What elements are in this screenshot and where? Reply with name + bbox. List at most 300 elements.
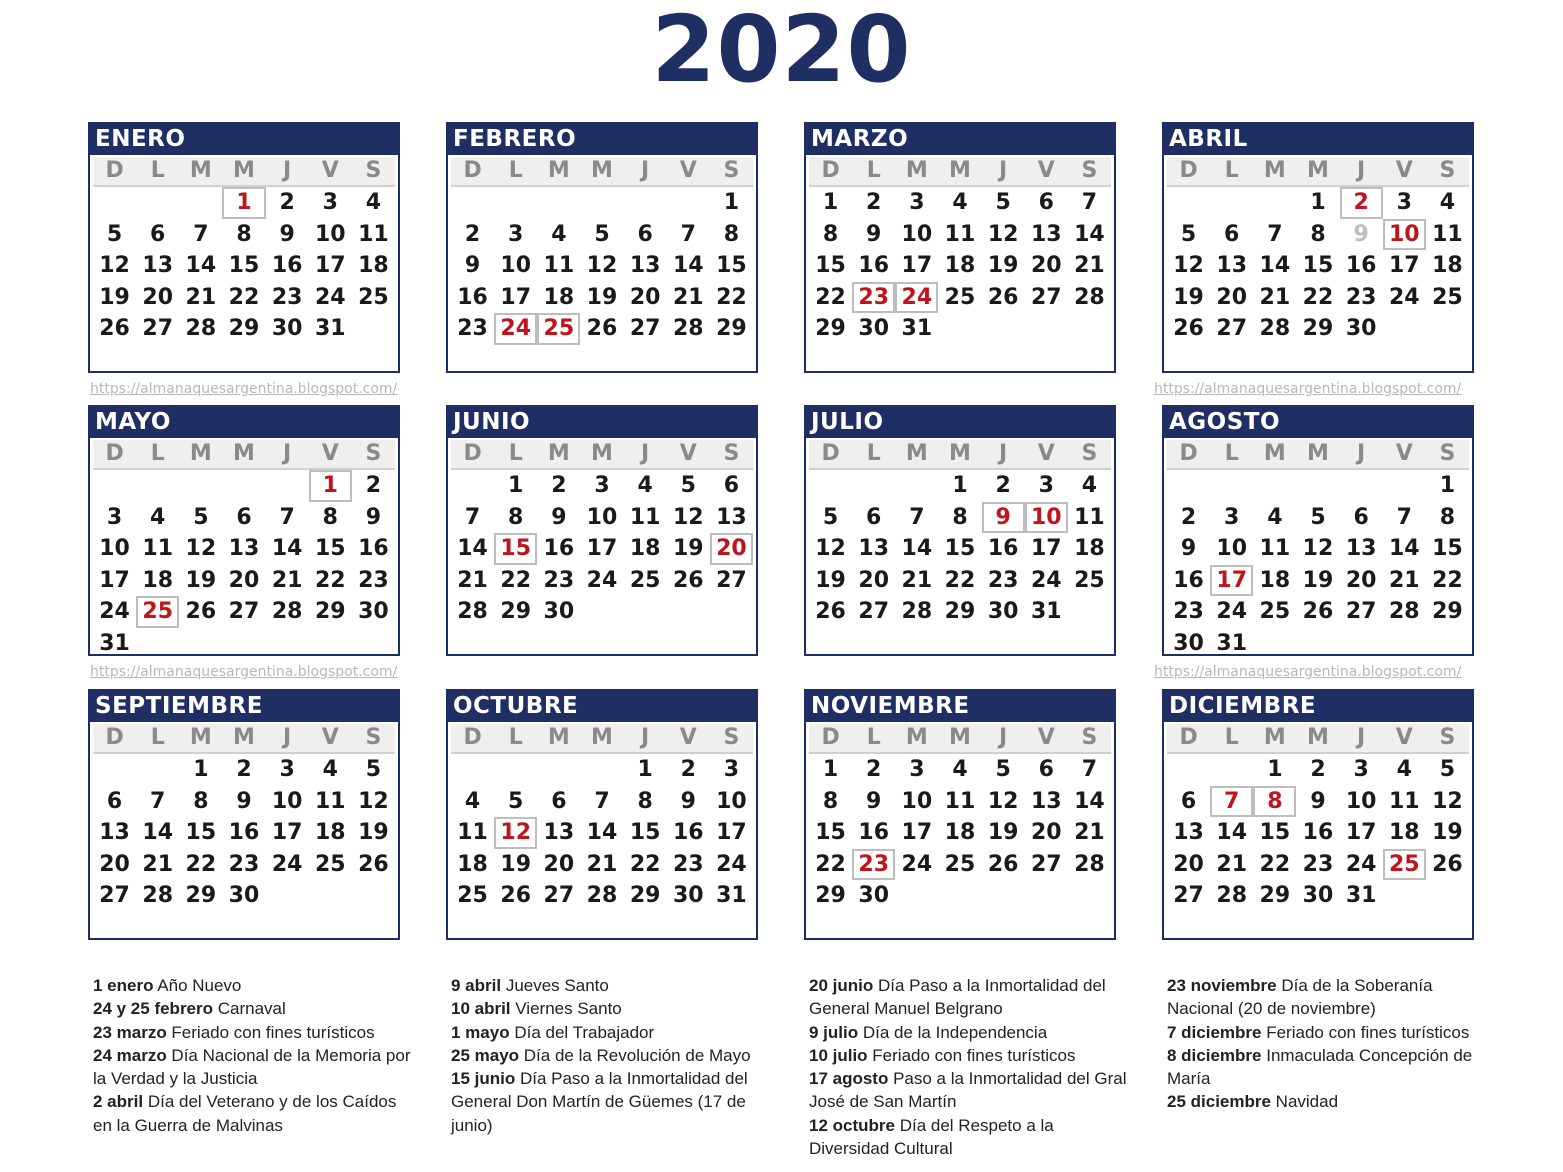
day-cell: 10 (586, 504, 618, 530)
day-cell: 8 (822, 788, 839, 814)
day-cell: 16 (1345, 253, 1377, 278)
weekday-header (809, 440, 1111, 470)
weekday-label: V (321, 158, 339, 183)
day-cell: 28 (271, 599, 303, 624)
day-cell: 6 (866, 504, 882, 530)
day-cell: 15 (1259, 820, 1291, 845)
day-cell: 25 (358, 284, 389, 310)
month-name: JULIO (806, 407, 1114, 438)
day-cell: 13 (142, 253, 174, 278)
holiday-date: 9 abril (451, 976, 502, 995)
day-cell: 8 (236, 221, 252, 247)
day-cell: 11 (1259, 536, 1291, 561)
weekday-label: M (233, 441, 255, 466)
holiday-description: Carnaval (213, 999, 286, 1019)
day-cell: 16 (858, 253, 890, 278)
day-cell: 3 (1224, 504, 1240, 530)
day-cell: 9 (1353, 221, 1369, 247)
day-cell: 31 (314, 316, 346, 341)
day-cell: 20 (1345, 567, 1377, 593)
weekday-label: L (508, 441, 523, 466)
day-cell: 15 (1302, 253, 1334, 278)
holiday-description: Viernes Santo (510, 999, 622, 1019)
day-cell: 18 (543, 284, 575, 310)
holiday-date: 8 diciembre (1167, 1045, 1262, 1065)
day-cell: 17 (586, 536, 618, 561)
day-cell: 2 (866, 190, 882, 215)
day-cell: 10 (716, 788, 747, 814)
day-cell: 9 (464, 253, 481, 278)
day-cell: 3 (1396, 190, 1412, 215)
month-octubre (446, 689, 758, 940)
weekday-label: M (233, 725, 255, 750)
holiday-day: 17 (1210, 565, 1253, 597)
day-cell: 7 (279, 504, 295, 530)
holiday-date: 24 marzo (93, 1045, 167, 1065)
day-cell: 22 (629, 851, 661, 877)
day-cell: 12 (987, 221, 1019, 247)
month-abril (1162, 122, 1474, 373)
weekday-header (93, 724, 395, 754)
holiday-day: 7 (1210, 786, 1253, 818)
weekday-label: V (679, 725, 697, 750)
holiday-note (809, 1021, 1129, 1044)
day-cell: 27 (543, 883, 575, 908)
weekday-label: J (999, 158, 1008, 183)
day-cell: 22 (500, 567, 532, 593)
day-cell: 16 (358, 536, 389, 561)
day-cell: 9 (551, 504, 567, 530)
year-title: 2020 (651, 0, 912, 103)
day-cell: 20 (1173, 851, 1204, 877)
day-cell: 25 (944, 851, 976, 877)
day-cell: 27 (629, 316, 661, 341)
day-cell: 25 (1074, 567, 1105, 593)
empty-cell (1210, 470, 1253, 502)
day-cell: 30 (987, 599, 1019, 624)
day-cell: 5 (193, 504, 209, 530)
day-cell: 4 (1081, 473, 1098, 498)
day-cell: 27 (716, 567, 747, 593)
month-name: NOVIEMBRE (806, 691, 1114, 722)
blog-url-link[interactable]: https://almanaquesargentina.blogspot.com/ (90, 381, 398, 397)
holiday-note (451, 1067, 771, 1137)
holiday-notes-column (451, 974, 771, 1137)
empty-cell (266, 470, 309, 502)
holiday-description: Día del Veterano y de los Caídos en la Guerra de Malvinas (93, 1092, 397, 1135)
weekday-label: L (1224, 725, 1239, 750)
weekday-label: L (150, 441, 165, 466)
day-cell: 30 (858, 316, 890, 341)
month-enero (88, 122, 400, 373)
holiday-day: 23 (852, 849, 895, 881)
day-cell: 14 (586, 820, 618, 845)
weekday-label: V (1395, 725, 1413, 750)
day-cell: 14 (1259, 253, 1291, 278)
weekday-label: M (547, 725, 570, 750)
day-cell: 5 (365, 757, 382, 782)
day-cell: 9 (1180, 536, 1197, 561)
day-cell: 23 (228, 851, 260, 877)
weekday-header (451, 724, 753, 754)
day-cell: 14 (1216, 820, 1248, 845)
holiday-date: 7 diciembre (1167, 1022, 1262, 1042)
day-cell: 9 (236, 788, 252, 814)
day-cell: 2 (1310, 757, 1326, 782)
day-cell: 12 (1173, 253, 1204, 278)
day-cell: 24 (1216, 599, 1248, 624)
day-cell: 14 (457, 536, 488, 561)
day-cell: 26 (99, 316, 130, 341)
day-cell: 20 (1030, 253, 1062, 278)
empty-cell (222, 470, 265, 502)
day-cell: 19 (500, 851, 532, 877)
weekday-label: D (821, 441, 840, 466)
weekday-label: J (283, 441, 292, 466)
day-cell: 13 (1030, 221, 1062, 247)
day-cell: 3 (1038, 473, 1054, 498)
day-cell: 26 (672, 567, 704, 593)
day-cell: 4 (365, 190, 382, 215)
holiday-note (93, 1044, 413, 1091)
holiday-description: Día de la Independencia (858, 1022, 1048, 1042)
day-cell: 13 (716, 504, 747, 530)
day-cell: 30 (858, 883, 890, 908)
weekday-label: M (949, 158, 971, 183)
weekday-label: M (1307, 441, 1329, 466)
weekday-label: S (723, 158, 740, 183)
empty-cell (494, 187, 537, 219)
weekday-header (451, 440, 753, 470)
weekday-header (93, 157, 395, 187)
empty-cell (580, 754, 623, 786)
day-cell: 4 (150, 504, 166, 530)
day-cell: 9 (866, 788, 882, 814)
empty-cell (624, 187, 667, 219)
weekday-label: L (866, 158, 881, 183)
holiday-date: 12 octubre (809, 1115, 895, 1135)
day-cell: 9 (365, 504, 382, 530)
day-cell: 14 (1388, 536, 1420, 561)
day-cell: 20 (629, 284, 661, 310)
holiday-description: Paso a la Inmortalidad del Gral José de San Martín (809, 1069, 1127, 1112)
day-cell: 24 (1388, 284, 1420, 310)
month-name: AGOSTO (1164, 407, 1472, 438)
holiday-date: 9 julio (809, 1022, 859, 1042)
weekday-label: D (105, 441, 124, 466)
day-cell: 1 (508, 473, 524, 498)
day-cell: 19 (815, 567, 846, 593)
holiday-note (93, 974, 413, 997)
day-cell: 12 (99, 253, 130, 278)
day-cell: 7 (594, 788, 610, 814)
day-cell: 8 (193, 788, 209, 814)
day-cell: 23 (358, 567, 389, 593)
day-cell: 19 (987, 253, 1019, 278)
day-cell: 31 (716, 883, 747, 908)
day-cell: 27 (1345, 599, 1377, 624)
day-cell: 22 (1259, 851, 1291, 877)
day-cell: 12 (815, 536, 846, 561)
month-name: OCTUBRE (448, 691, 756, 722)
day-cell: 21 (1259, 284, 1291, 310)
empty-cell (1210, 187, 1253, 219)
day-cell: 15 (1432, 536, 1463, 561)
day-cell: 23 (457, 316, 488, 341)
holiday-day: 15 (494, 533, 537, 565)
day-cell: 30 (271, 316, 303, 341)
day-cell: 9 (680, 788, 696, 814)
weekday-label: J (1357, 441, 1366, 466)
day-cell: 6 (106, 788, 123, 814)
day-cell: 8 (952, 504, 968, 530)
holiday-day: 23 (852, 282, 895, 314)
day-cell: 11 (1074, 504, 1105, 530)
day-cell: 10 (99, 536, 130, 561)
blog-url-link[interactable]: https://almanaquesargentina.blogspot.com/ (1154, 381, 1462, 397)
day-cell: 1 (822, 757, 839, 782)
day-cell: 14 (185, 253, 217, 278)
day-cell: 21 (185, 284, 217, 310)
day-cell: 5 (995, 757, 1011, 782)
day-cell: 28 (1216, 883, 1248, 908)
day-cell: 28 (1074, 284, 1105, 310)
day-cell: 7 (1081, 190, 1098, 215)
day-cell: 7 (193, 221, 209, 247)
weekday-label: J (641, 158, 650, 183)
holiday-note (93, 997, 413, 1020)
weekday-header (809, 724, 1111, 754)
empty-cell (895, 470, 938, 502)
day-cell: 21 (1074, 253, 1105, 278)
weekday-label: M (1263, 725, 1286, 750)
day-cell: 22 (228, 284, 260, 310)
empty-cell (809, 470, 852, 502)
day-cell: 5 (1180, 221, 1197, 247)
day-cell: 21 (1388, 567, 1420, 593)
day-cell: 30 (228, 883, 260, 908)
day-cell: 1 (1267, 757, 1283, 782)
weekday-header (451, 157, 753, 187)
weekday-label: M (189, 441, 212, 466)
weekday-label: L (1224, 158, 1239, 183)
day-cell: 3 (594, 473, 610, 498)
day-cell: 17 (716, 820, 747, 845)
day-cell: 11 (457, 820, 488, 845)
weekday-label: D (463, 158, 482, 183)
day-cell: 18 (314, 820, 346, 845)
weekday-label: V (679, 158, 697, 183)
weekday-label: J (283, 725, 292, 750)
holiday-day: 1 (222, 187, 265, 219)
day-grid (451, 470, 753, 628)
day-cell: 1 (1310, 190, 1326, 215)
holiday-date: 20 junio (809, 976, 874, 995)
day-cell: 28 (1388, 599, 1420, 624)
day-cell: 2 (236, 757, 252, 782)
day-cell: 25 (944, 284, 976, 310)
day-cell: 4 (952, 757, 968, 782)
holiday-description: Día del Trabajador (509, 1022, 655, 1042)
empty-cell (537, 754, 580, 786)
holiday-day: 10 (1025, 502, 1068, 534)
day-cell: 2 (365, 473, 382, 498)
holiday-date: 15 junio (451, 1069, 516, 1089)
empty-cell (1383, 470, 1426, 502)
day-cell: 20 (228, 567, 260, 593)
holiday-note (451, 1044, 771, 1067)
weekday-label: M (949, 441, 971, 466)
day-cell: 16 (457, 284, 488, 310)
day-cell: 23 (672, 851, 704, 877)
day-cell: 24 (271, 851, 303, 877)
weekday-label: L (1224, 441, 1239, 466)
day-cell: 29 (1302, 316, 1334, 341)
day-cell: 29 (1259, 883, 1291, 908)
day-cell: 5 (1439, 757, 1456, 782)
day-cell: 21 (142, 851, 174, 877)
holiday-day: 9 (982, 502, 1025, 534)
day-cell: 3 (322, 190, 338, 215)
empty-cell (667, 187, 710, 219)
weekday-label: M (905, 158, 928, 183)
day-cell: 29 (629, 883, 661, 908)
day-cell: 11 (1388, 788, 1420, 814)
day-cell: 7 (909, 504, 925, 530)
day-cell: 26 (1302, 599, 1334, 624)
weekday-header (93, 440, 395, 470)
holiday-description: Día de la Revolución de Mayo (519, 1045, 751, 1065)
weekday-header (1167, 157, 1469, 187)
day-cell: 16 (1173, 567, 1204, 593)
holiday-description: Día del Respeto a la Diversidad Cultural (809, 1115, 1054, 1159)
day-cell: 25 (314, 851, 346, 877)
day-grid (451, 187, 753, 345)
day-cell: 30 (1302, 883, 1334, 908)
weekday-label: J (1357, 725, 1366, 750)
day-cell: 2 (279, 190, 295, 215)
weekday-label: S (1081, 441, 1098, 466)
day-cell: 3 (1353, 757, 1369, 782)
day-cell: 4 (952, 190, 968, 215)
day-cell: 23 (987, 567, 1019, 593)
day-cell: 16 (228, 820, 260, 845)
month-name: FEBRERO (448, 124, 756, 155)
day-cell: 8 (822, 221, 839, 247)
month-name: MARZO (806, 124, 1114, 155)
holiday-note (451, 1021, 771, 1044)
day-cell: 20 (99, 851, 130, 877)
day-cell: 29 (716, 316, 747, 341)
day-cell: 18 (142, 567, 174, 593)
day-cell: 12 (672, 504, 704, 530)
weekday-label: J (641, 725, 650, 750)
holiday-day: 25 (1383, 849, 1426, 881)
day-cell: 16 (271, 253, 303, 278)
day-cell: 17 (1030, 536, 1062, 561)
weekday-label: S (365, 441, 382, 466)
day-cell: 12 (586, 253, 618, 278)
day-cell: 22 (815, 284, 846, 310)
holiday-note (1167, 1044, 1487, 1091)
day-cell: 9 (1310, 788, 1326, 814)
weekday-label: V (1037, 441, 1055, 466)
month-name: DICIEMBRE (1164, 691, 1472, 722)
day-cell: 27 (858, 599, 890, 624)
day-cell: 1 (1439, 473, 1456, 498)
weekday-label: D (463, 441, 482, 466)
blog-url-link[interactable]: https://almanaquesargentina.blogspot.com/ (90, 664, 398, 680)
day-cell: 25 (629, 567, 661, 593)
day-cell: 11 (944, 788, 976, 814)
day-cell: 3 (909, 190, 925, 215)
day-cell: 19 (1173, 284, 1204, 310)
day-cell: 28 (1259, 316, 1291, 341)
holiday-day: 2 (1340, 187, 1383, 219)
weekday-label: M (1307, 725, 1329, 750)
day-cell: 17 (1345, 820, 1377, 845)
day-cell: 23 (543, 567, 575, 593)
day-cell: 21 (672, 284, 704, 310)
holiday-day: 10 (1383, 219, 1426, 251)
day-cell: 13 (1216, 253, 1248, 278)
day-cell: 3 (279, 757, 295, 782)
day-cell: 22 (314, 567, 346, 593)
holiday-description: Navidad (1270, 1092, 1339, 1112)
day-cell: 15 (944, 536, 976, 561)
day-cell: 4 (1396, 757, 1412, 782)
day-cell: 14 (271, 536, 303, 561)
day-cell: 12 (1302, 536, 1334, 561)
holiday-day: 24 (895, 282, 938, 314)
day-cell: 27 (1173, 883, 1204, 908)
holiday-description: Año Nuevo (153, 976, 242, 995)
weekday-label: S (1439, 725, 1456, 750)
day-cell: 20 (858, 567, 890, 593)
month-name: MAYO (90, 407, 398, 438)
day-cell: 9 (279, 221, 295, 247)
month-marzo (804, 122, 1116, 373)
month-febrero (446, 122, 758, 373)
day-cell: 6 (1224, 221, 1240, 247)
day-grid (809, 754, 1111, 912)
holiday-note (451, 974, 771, 997)
day-cell: 22 (1432, 567, 1463, 593)
day-cell: 1 (723, 190, 740, 215)
day-cell: 29 (1432, 599, 1463, 624)
day-cell: 30 (1345, 316, 1377, 341)
day-cell: 7 (1396, 504, 1412, 530)
weekday-label: V (321, 441, 339, 466)
day-cell: 24 (99, 599, 130, 624)
day-cell: 10 (271, 788, 303, 814)
holiday-day: 8 (1253, 786, 1296, 818)
holiday-date: 2 abril (93, 1092, 144, 1112)
holiday-note (809, 1114, 1129, 1161)
day-cell: 16 (987, 536, 1019, 561)
holiday-date: 10 julio (809, 1045, 868, 1065)
day-cell: 8 (322, 504, 338, 530)
day-cell: 4 (1267, 504, 1283, 530)
weekday-label: M (189, 725, 212, 750)
holiday-description: Día Paso a la Inmortalidad del General Don Martín de Güemes (17 de junio) (451, 1069, 748, 1135)
blog-url-link[interactable]: https://almanaquesargentina.blogspot.com/ (1154, 664, 1462, 680)
weekday-label: L (508, 725, 523, 750)
day-cell: 16 (858, 820, 890, 845)
day-cell: 2 (680, 757, 696, 782)
day-cell: 11 (142, 536, 174, 561)
day-cell: 20 (543, 851, 575, 877)
